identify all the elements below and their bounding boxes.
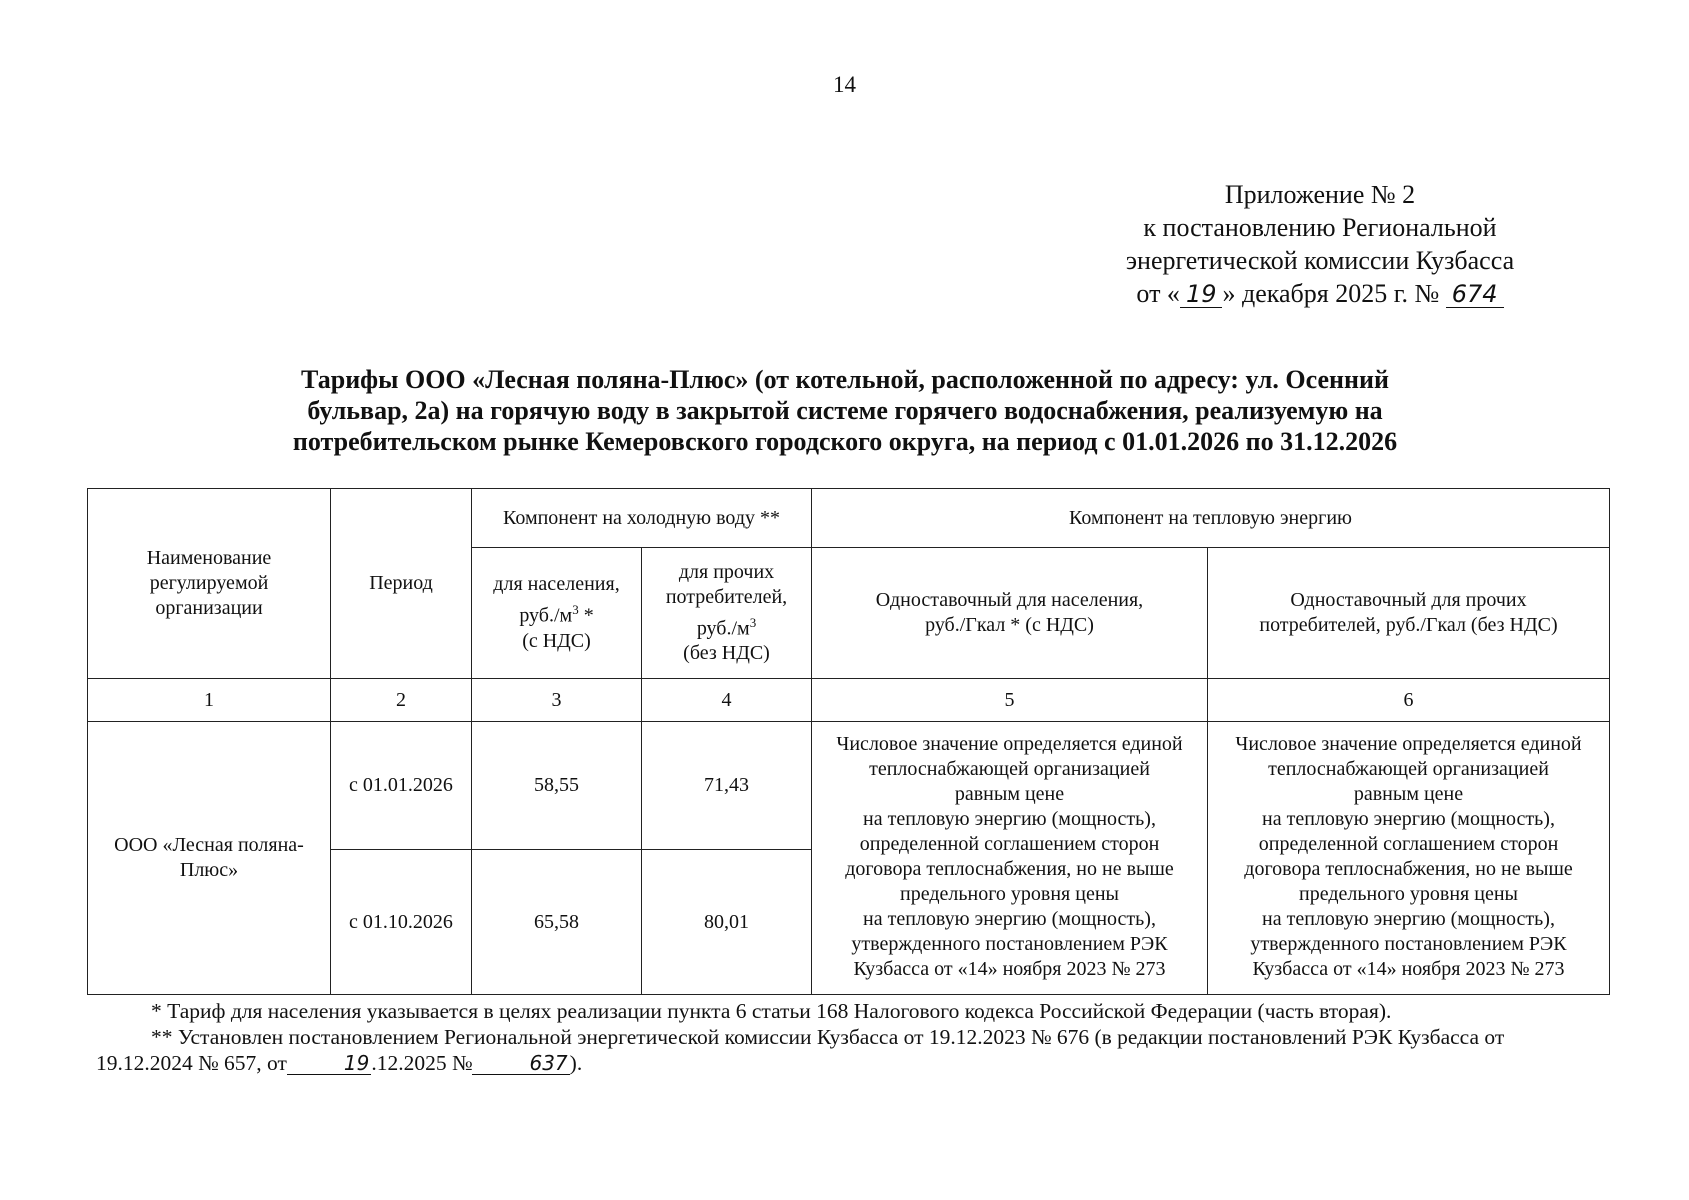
footnotes [96, 998, 1606, 1076]
document-title [220, 364, 1470, 457]
appendix-line-3: энергетической комиссии Кузбасса [1125, 246, 1515, 275]
note-line: равным цене [954, 783, 1065, 805]
title-line-3: потребительском рынке Кемеровского городского округа, на период с 01.01.2026 по 31.12.2026 [292, 427, 1398, 456]
appendix-line-1: Приложение № 2 [1224, 180, 1416, 209]
header-heat-other-label: Одноставочный для прочих потребителей, руб./Гкал (без НДС) [1259, 589, 1558, 636]
title-line-2: бульвар, 2а) на горячую воду в закрытой системе горячего водоснабжения, реализуемую на [307, 396, 1383, 425]
note-line: теплоснабжающей организацией [869, 758, 1150, 780]
note-line: договора теплоснабжения, но не выше [1244, 858, 1573, 880]
tariff-table [87, 488, 1610, 995]
note-line: теплоснабжающей организацией [1268, 758, 1549, 780]
header-cold-population [472, 548, 642, 679]
heat-other-note [1208, 722, 1610, 995]
header-org: Наименование регулируемой организации [88, 489, 331, 679]
table-header-row-1 [88, 489, 1610, 548]
footnote-2-mid: .12.2025 № [371, 1051, 473, 1075]
cold-population-value: 65,58 [472, 850, 642, 995]
column-number: 1 [88, 679, 331, 722]
note-line: Числовое значение определяется единой [1235, 733, 1582, 755]
period-cell: с 01.01.2026 [331, 722, 472, 850]
header-cold-population-vat: (с НДС) [522, 629, 591, 652]
note-line: договора теплоснабжения, но не выше [845, 858, 1174, 880]
unit-superscript: 3 [572, 602, 579, 618]
note-line: утвержденного постановлением РЭК [1250, 933, 1567, 955]
header-cold-other-label-2: потребителей, [665, 585, 788, 608]
footnote-2-end: ). [569, 1051, 583, 1075]
header-cold-population-unit: руб./м [519, 604, 573, 627]
organization-cell [88, 722, 331, 995]
note-line: предельного уровня цены [1299, 883, 1518, 905]
cold-population-value: 58,55 [472, 722, 642, 850]
footnote-2-text: ** Установлен постановлением Региональной энергетической комиссии Кузбасса от 19.12.2023 № 676 (в редакции постановлений РЭК Кузбасса от 19.12.2024 № 657, от [96, 1025, 1505, 1075]
note-line: на тепловую энергию (мощность), [863, 808, 1156, 830]
note-line: на тепловую энергию (мощность), [1262, 808, 1555, 830]
header-cold-population-label: для населения, [493, 573, 620, 596]
header-heat-population [812, 548, 1208, 679]
column-number: 3 [472, 679, 642, 722]
column-number: 6 [1208, 679, 1610, 722]
column-number: 4 [642, 679, 812, 722]
header-period: Период [331, 489, 472, 679]
column-number: 2 [331, 679, 472, 722]
note-line: Кузбасса от «14» ноября 2023 № 273 [853, 958, 1166, 980]
header-cold-other-vat: (без НДС) [683, 642, 770, 665]
column-numbers-row [88, 679, 1610, 722]
page-number: 14 [833, 72, 856, 97]
note-line: утвержденного постановлением РЭК [851, 933, 1168, 955]
cold-other-value: 71,43 [642, 722, 812, 850]
handwritten-day: 19 [287, 1052, 371, 1075]
period-cell: с 01.10.2026 [331, 850, 472, 995]
header-heat-other [1208, 548, 1610, 679]
handwritten-number: 674 [1446, 281, 1504, 308]
header-cold-water-group: Компонент на холодную воду ** [472, 489, 812, 548]
footnote-1: * Тариф для населения указывается в целях реализации пункта 6 статьи 168 Налогового кодекса Российской Федерации (часть вторая). [151, 999, 1392, 1023]
note-line: на тепловую энергию (мощность), [1262, 908, 1555, 930]
note-line: предельного уровня цены [900, 883, 1119, 905]
header-cold-other-unit: руб./м [696, 617, 750, 640]
date-prefix: от « [1136, 279, 1180, 308]
heat-population-note [812, 722, 1208, 995]
appendix-header [1080, 178, 1560, 310]
note-line: Числовое значение определяется единой [836, 733, 1183, 755]
header-heat-population-label: Одноставочный для населения, руб./Гкал * (с НДС) [875, 589, 1144, 636]
date-middle: » декабря 2025 г. № [1222, 279, 1440, 308]
note-line: равным цене [1353, 783, 1464, 805]
header-heat-group: Компонент на тепловую энергию [812, 489, 1610, 548]
appendix-line-2: к постановлению Региональной [1143, 213, 1497, 242]
handwritten-day: 19 [1180, 281, 1223, 308]
cold-other-value: 80,01 [642, 850, 812, 995]
asterisk: * [578, 604, 594, 627]
header-cold-other-label-1: для прочих [678, 560, 775, 583]
column-number: 5 [812, 679, 1208, 722]
footnote-2 [96, 1024, 1606, 1076]
note-line: на тепловую энергию (мощность), [863, 908, 1156, 930]
table-row [88, 722, 1610, 850]
appendix-date-line [1080, 277, 1560, 310]
note-line: Кузбасса от «14» ноября 2023 № 273 [1252, 958, 1565, 980]
note-line: определенной соглашением сторон [1258, 833, 1559, 855]
header-cold-other [642, 548, 812, 679]
note-line: определенной соглашением сторон [859, 833, 1160, 855]
unit-superscript: 3 [749, 614, 757, 630]
title-line-1: Тарифы ООО «Лесная поляна-Плюс» (от котельной, расположенной по адресу: ул. Осенний [301, 365, 1389, 394]
handwritten-number: 637 [472, 1052, 569, 1075]
organization-name: ООО «Лесная поляна-Плюс» [114, 834, 304, 881]
